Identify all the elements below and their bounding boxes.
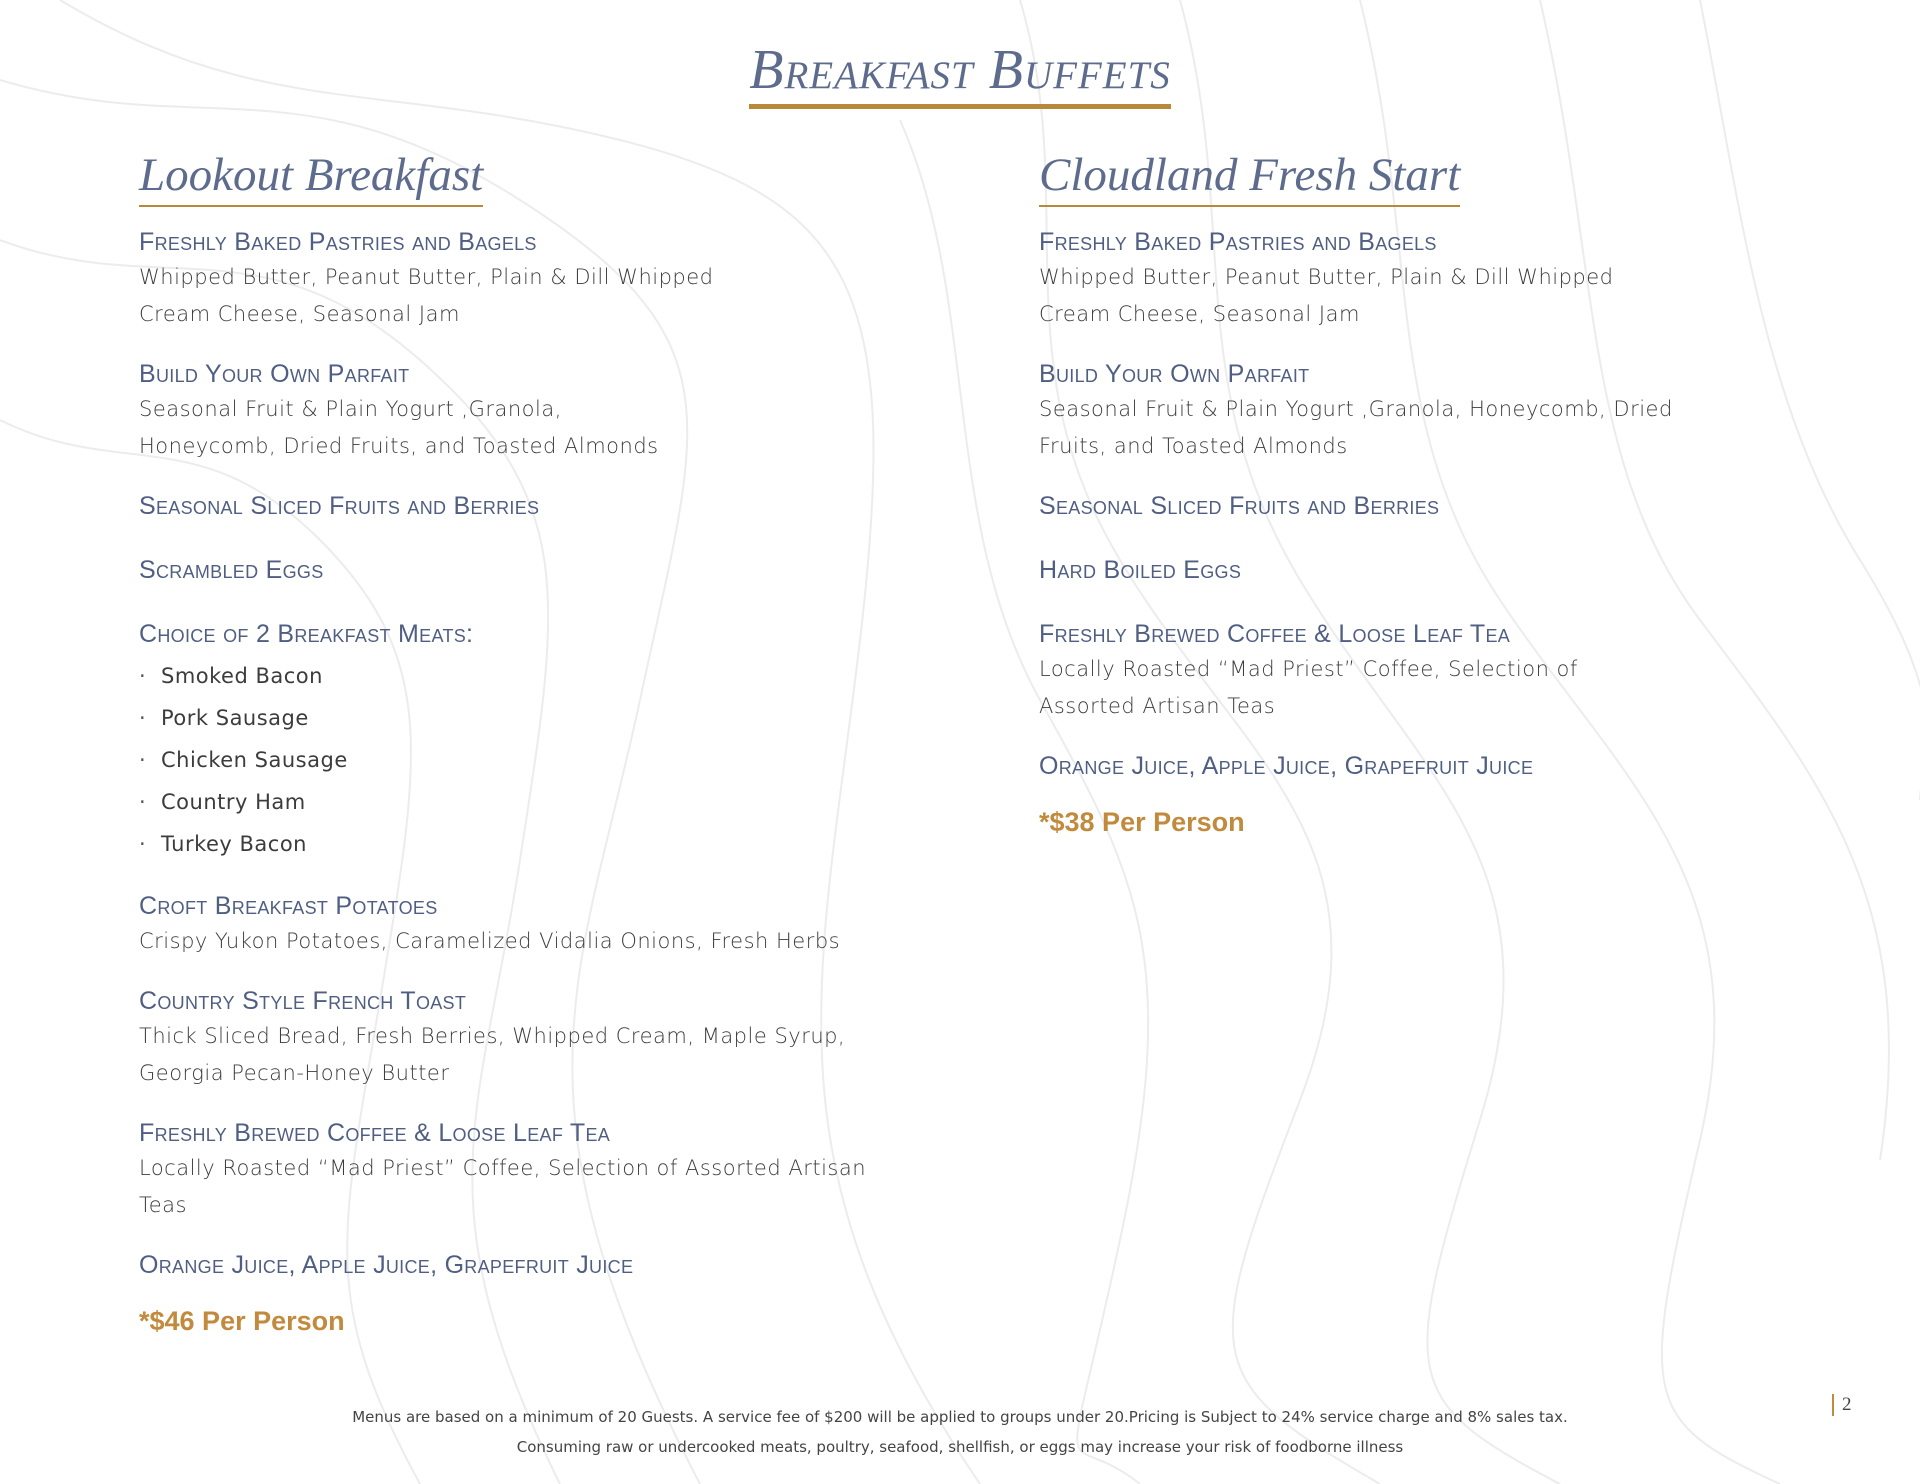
section-description: Seasonal Fruit & Plain Yogurt ,Granola, Honeycomb, Dried Fruits, and Toasted Almonds — [139, 397, 659, 458]
menu-section — [139, 225, 919, 333]
page-number: 2 — [1832, 1394, 1852, 1416]
bullet-icon: · — [139, 748, 147, 772]
price-label: *$38 Per Person — [1039, 807, 1245, 837]
section-heading: Seasonal Sliced Fruits and Berries — [139, 492, 540, 520]
section-heading: Freshly Baked Pastries and Bagels — [1039, 228, 1437, 256]
footer-notes — [0, 1402, 1920, 1462]
section-description: Whipped Butter, Peanut Butter, Plain & Dill Whipped Cream Cheese, Seasonal Jam — [1039, 265, 1614, 326]
menu-section — [139, 489, 919, 523]
list-item: · Turkey Bacon — [139, 823, 919, 865]
menu-section — [1039, 553, 1819, 587]
page-title: Breakfast Buffets — [0, 38, 1920, 109]
cloudland-fresh-start-column — [1039, 149, 1819, 838]
meat-options-list — [139, 655, 919, 865]
list-item: · Country Ham — [139, 781, 919, 823]
section-heading: Seasonal Sliced Fruits and Berries — [1039, 492, 1440, 520]
bullet-icon: · — [139, 790, 147, 814]
section-heading: Hard Boiled Eggs — [1039, 556, 1242, 584]
section-description: Locally Roasted “Mad Priest” Coffee, Selection of Assorted Artisan Teas — [1039, 657, 1578, 718]
section-heading: Choice of 2 Breakfast Meats: — [139, 620, 474, 648]
menu-section — [139, 553, 919, 587]
menu-section — [139, 357, 919, 465]
section-heading: Country Style French Toast — [139, 987, 467, 1015]
list-item: · Smoked Bacon — [139, 655, 919, 697]
footer-line-food-safety: Consuming raw or undercooked meats, poultry, seafood, shellfish, or eggs may increase your risk of foodborne illness — [516, 1438, 1404, 1456]
section-heading: Orange Juice, Apple Juice, Grapefruit Juice — [139, 1251, 634, 1279]
list-item: · Chicken Sausage — [139, 739, 919, 781]
menu-section — [1039, 489, 1819, 523]
footer-line-minimum-guests: Menus are based on a minimum of 20 Guests. A service fee of $200 will be applied to groups under 20.Pricing is Subject to 24% service charge and 8% sales tax. — [352, 1408, 1568, 1426]
menu-section — [1039, 225, 1819, 333]
section-description: Locally Roasted “Mad Priest” Coffee, Selection of Assorted Artisan Teas — [139, 1156, 867, 1217]
menu-section — [139, 1116, 919, 1224]
section-heading: Orange Juice, Apple Juice, Grapefruit Juice — [1039, 752, 1534, 780]
column-title: Lookout Breakfast — [139, 152, 483, 207]
menu-section — [1039, 749, 1819, 783]
bullet-icon: · — [139, 664, 147, 688]
section-description: Thick Sliced Bread, Fresh Berries, Whipped Cream, Maple Syrup, Georgia Pecan-Honey Butter — [139, 1024, 846, 1085]
price-label: *$46 Per Person — [139, 1306, 345, 1336]
menu-section — [139, 617, 919, 865]
section-heading: Build Your Own Parfait — [1039, 360, 1310, 388]
lookout-breakfast-column — [139, 149, 919, 1337]
section-description: Seasonal Fruit & Plain Yogurt ,Granola, Honeycomb, Dried Fruits, and Toasted Almonds — [1039, 397, 1673, 458]
menu-section — [139, 984, 919, 1092]
menu-section — [1039, 617, 1819, 725]
bullet-icon: · — [139, 832, 147, 856]
menu-section — [139, 889, 919, 960]
column-title: Cloudland Fresh Start — [1039, 152, 1460, 207]
list-item: · Pork Sausage — [139, 697, 919, 739]
menu-section — [1039, 357, 1819, 465]
section-heading: Freshly Baked Pastries and Bagels — [139, 228, 537, 256]
section-heading: Freshly Brewed Coffee & Loose Leaf Tea — [139, 1119, 611, 1147]
menu-section — [139, 1248, 919, 1282]
section-heading: Croft Breakfast Potatoes — [139, 892, 438, 920]
section-heading: Freshly Brewed Coffee & Loose Leaf Tea — [1039, 620, 1511, 648]
section-description: Whipped Butter, Peanut Butter, Plain & Dill Whipped Cream Cheese, Seasonal Jam — [139, 265, 714, 326]
bullet-icon: · — [139, 706, 147, 730]
section-heading: Scrambled Eggs — [139, 556, 324, 584]
section-heading: Build Your Own Parfait — [139, 360, 410, 388]
section-description: Crispy Yukon Potatoes, Caramelized Vidalia Onions, Fresh Herbs — [139, 929, 841, 953]
